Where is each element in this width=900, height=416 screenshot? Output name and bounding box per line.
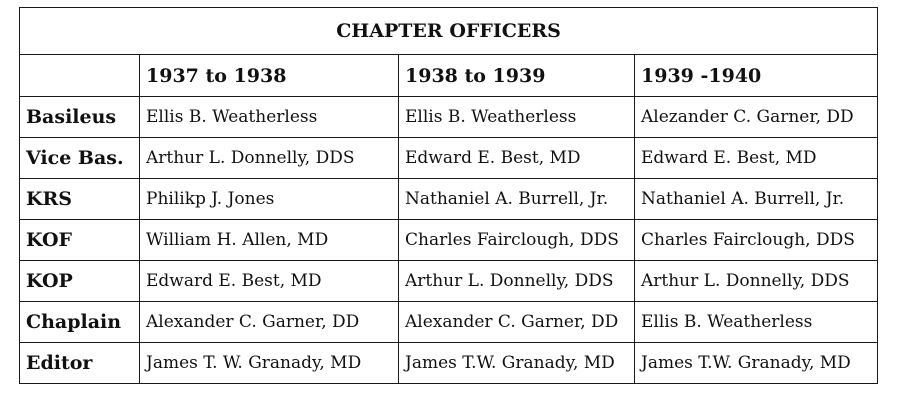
- table-row: [20, 220, 878, 261]
- office-name: Editor: [20, 343, 140, 384]
- table-row: [20, 97, 878, 138]
- office-name: KRS: [20, 179, 140, 220]
- officer-cell: Nathaniel A. Burrell, Jr.: [399, 179, 635, 220]
- title-row: [20, 8, 878, 55]
- officer-cell: James T.W. Granady, MD: [399, 343, 635, 384]
- officer-cell: Nathaniel A. Burrell, Jr.: [635, 179, 878, 220]
- office-name: KOP: [20, 261, 140, 302]
- officer-cell: William H. Allen, MD: [140, 220, 399, 261]
- year-header: 1937 to 1938: [140, 55, 399, 97]
- office-name: Basileus: [20, 97, 140, 138]
- officer-cell: Alezander C. Garner, DD: [635, 97, 878, 138]
- officer-cell: Charles Fairclough, DDS: [399, 220, 635, 261]
- table-row: [20, 261, 878, 302]
- officer-cell: Ellis B. Weatherless: [399, 97, 635, 138]
- officer-cell: Edward E. Best, MD: [635, 138, 878, 179]
- officer-cell: Edward E. Best, MD: [140, 261, 399, 302]
- table-title: CHAPTER OFFICERS: [20, 8, 878, 55]
- officer-cell: Ellis B. Weatherless: [635, 302, 878, 343]
- officer-cell: Alexander C. Garner, DD: [399, 302, 635, 343]
- office-name: Vice Bas.: [20, 138, 140, 179]
- year-header: 1939 -1940: [635, 55, 878, 97]
- officer-cell: Arthur L. Donnelly, DDS: [399, 261, 635, 302]
- office-name: KOF: [20, 220, 140, 261]
- table-row: [20, 179, 878, 220]
- officer-cell: Arthur L. Donnelly, DDS: [140, 138, 399, 179]
- office-name: Chaplain: [20, 302, 140, 343]
- table-row: [20, 343, 878, 384]
- officer-cell: Philikp J. Jones: [140, 179, 399, 220]
- officer-cell: Ellis B. Weatherless: [140, 97, 399, 138]
- officer-cell: Edward E. Best, MD: [399, 138, 635, 179]
- year-header: 1938 to 1939: [399, 55, 635, 97]
- corner-cell: [20, 55, 140, 97]
- officer-cell: Charles Fairclough, DDS: [635, 220, 878, 261]
- table-row: [20, 138, 878, 179]
- year-header-row: [20, 55, 878, 97]
- table-row: [20, 302, 878, 343]
- officer-cell: James T. W. Granady, MD: [140, 343, 399, 384]
- officer-cell: James T.W. Granady, MD: [635, 343, 878, 384]
- chapter-officers-table: [19, 7, 878, 384]
- officer-cell: Arthur L. Donnelly, DDS: [635, 261, 878, 302]
- officer-cell: Alexander C. Garner, DD: [140, 302, 399, 343]
